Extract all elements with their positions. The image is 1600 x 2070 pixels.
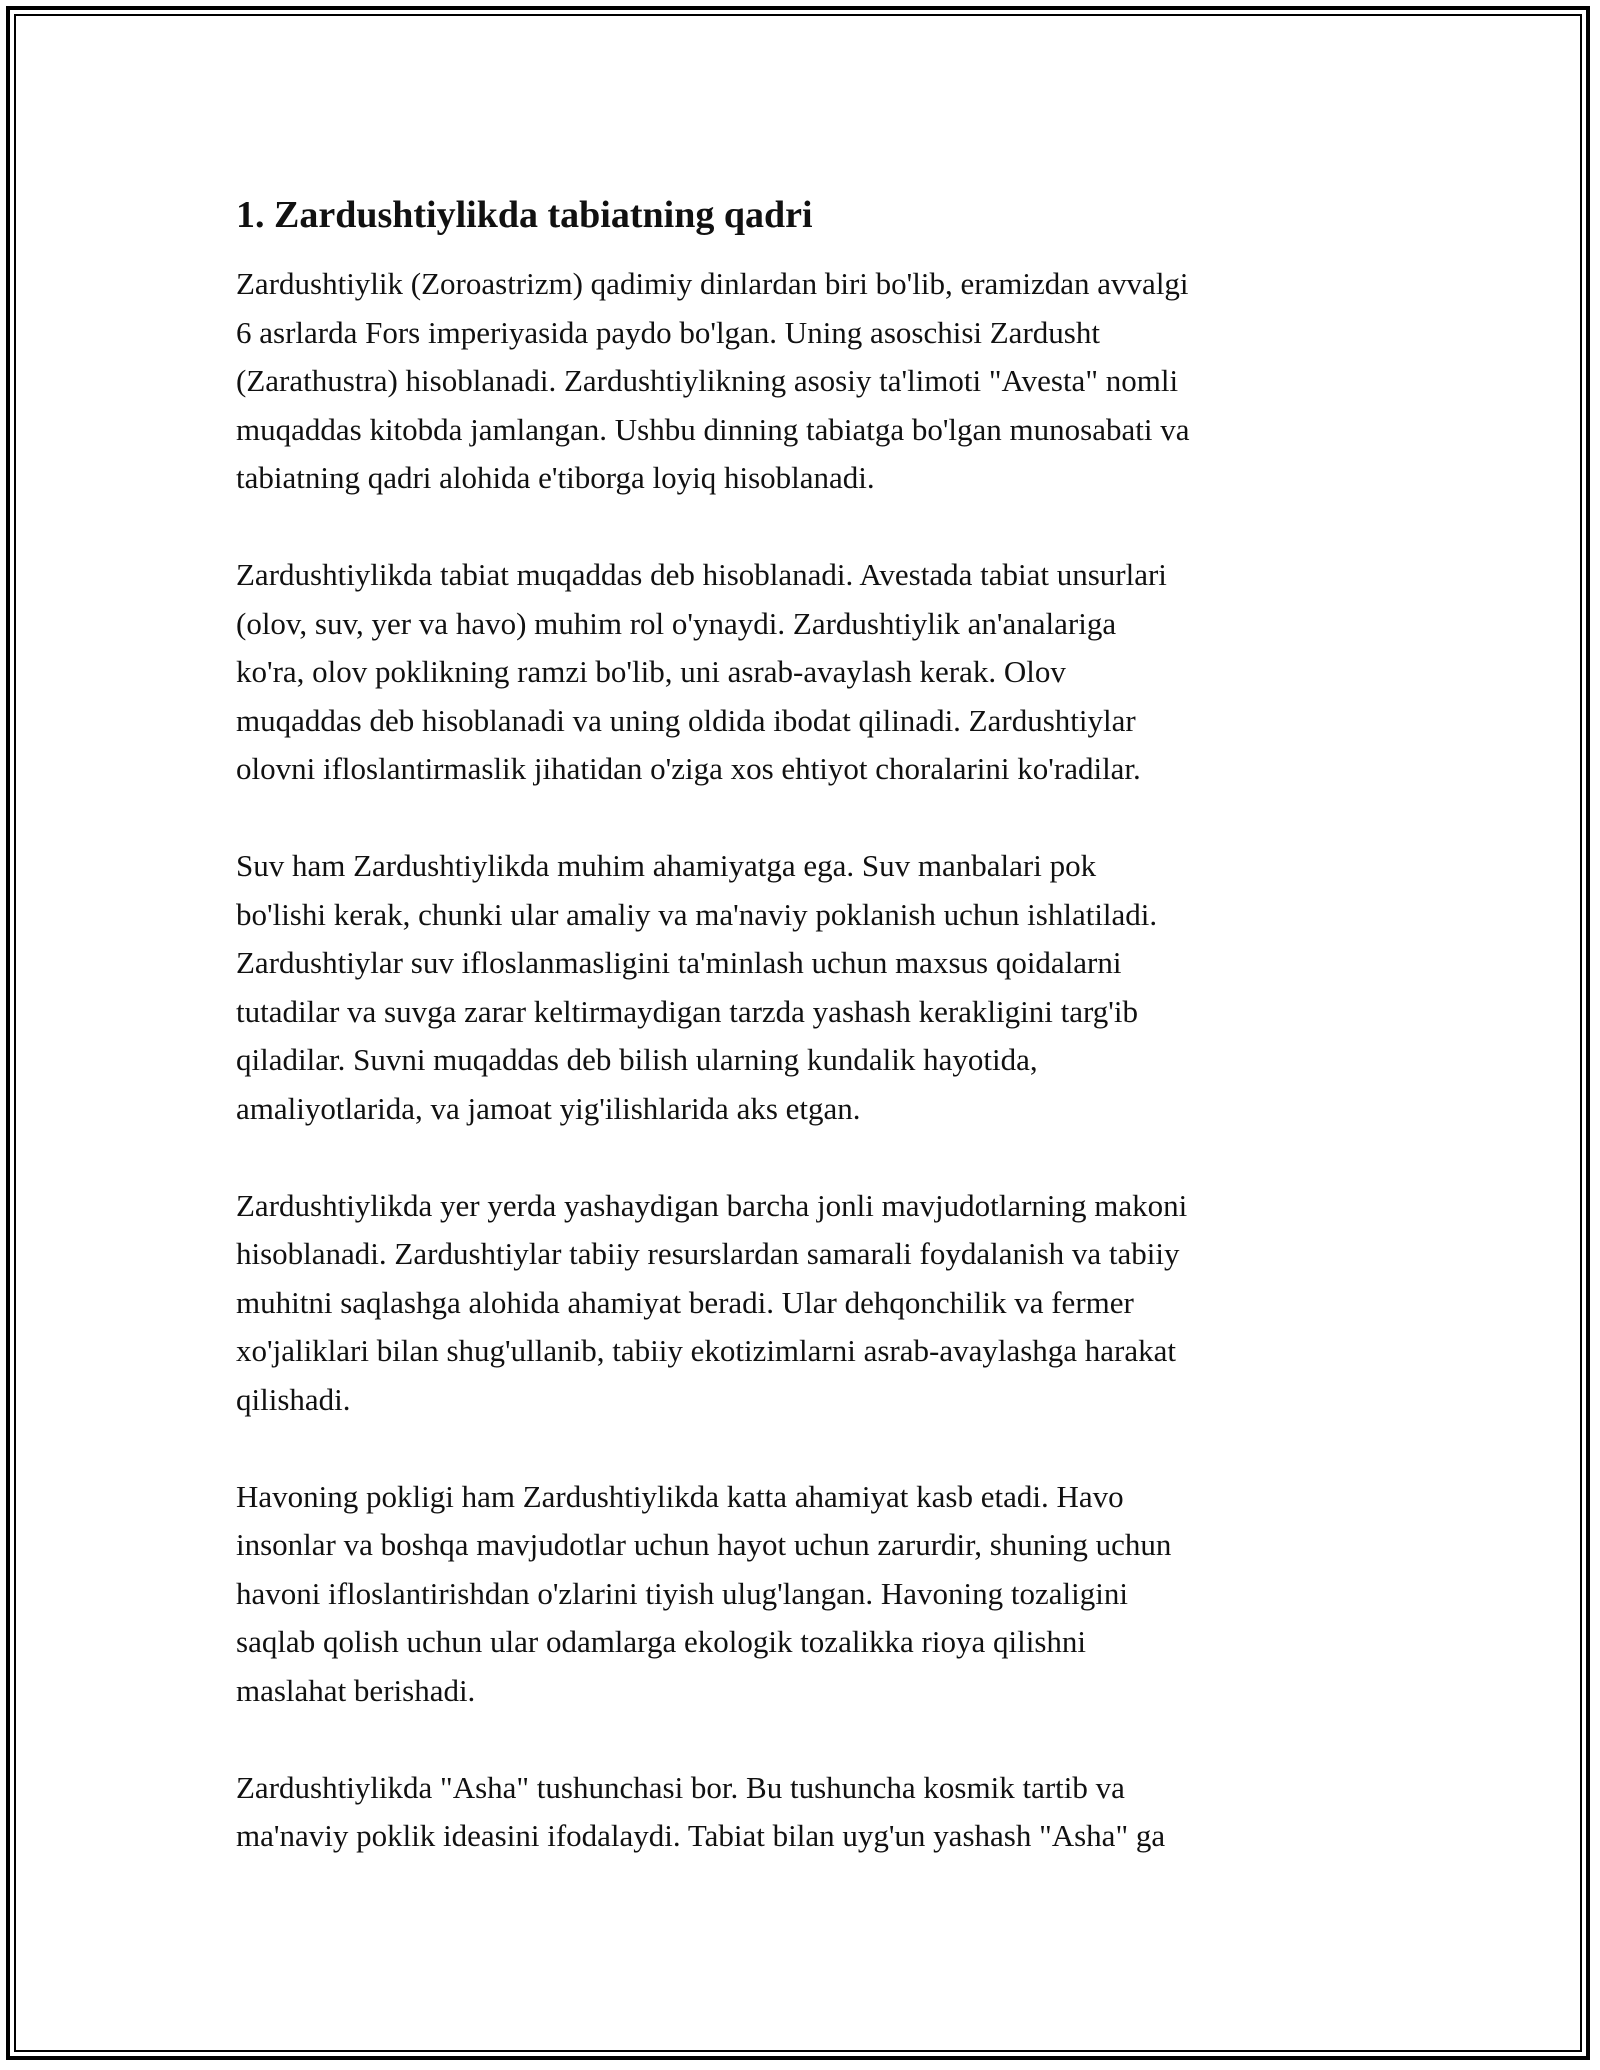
paragraph-air <box>236 1473 1376 1716</box>
paragraph-line: Zardushtiylikda yer yerda yashaydigan barcha jonli mavjudotlarning makoni <box>236 1187 1188 1223</box>
paragraph-line: 6 asrlarda Fors imperiyasida paydo bo'lgan. Uning asoschisi Zardusht <box>236 314 1100 350</box>
paragraph-line: amaliyotlarida, va jamoat yig'ilishlarida aks etgan. <box>236 1090 861 1126</box>
paragraph-line: Zardushtiylikda tabiat muqaddas deb hisoblanadi. Avestada tabiat unsurlari <box>236 557 1167 592</box>
paragraph-line: bo'lishi kerak, chunki ular amaliy va ma'naviy poklanish uchun ishlatiladi. <box>236 896 1158 932</box>
paragraph-line: havoni ifloslantirishdan o'zlarini tiyish ulug'langan. Havoning tozaligini <box>236 1575 1128 1611</box>
paragraph-line: ko'ra, olov poklikning ramzi bo'lib, uni asrab-avaylash kerak. Olov <box>236 654 1066 689</box>
paragraph-line: qilishadi. <box>236 1381 351 1417</box>
paragraph-line: qiladilar. Suvni muqaddas deb bilish ularning kundalik hayotida, <box>236 1042 1038 1077</box>
paragraph-line: (olov, suv, yer va havo) muhim rol o'ynaydi. Zardushtiylik an'analariga <box>236 605 1117 641</box>
paragraph-line: insonlar va boshqa mavjudotlar uchun hayot uchun zarurdir, shuning uchun <box>236 1527 1172 1562</box>
paragraph-line: Zardushtiylikda "Asha" tushunchasi bor. Bu tushuncha kosmik tartib va <box>236 1769 1125 1805</box>
paragraph-line: saqlab qolish uchun ular odamlarga ekologik tozalikka rioya qilishni <box>236 1624 1087 1659</box>
paragraph-line: tabiatning qadri alohida e'tiborga loyiq hisoblanadi. <box>236 460 875 495</box>
paragraph-line: muqaddas deb hisoblanadi va uning oldida ibodat qilinadi. Zardushtiylar <box>236 702 1136 738</box>
paragraph-line: ma'naviy poklik ideasini ifodalaydi. Tabiat bilan uyg'un yashash "Asha" ga <box>236 1818 1166 1853</box>
paragraph-line: tutadilar va suvga zarar keltirmaydigan tarzda yashash kerakligini targ'ib <box>236 993 1138 1029</box>
paragraph-line: xo'jaliklari bilan shug'ullanib, tabiiy ekotizimlarni asrab-avaylashga harakat <box>236 1333 1177 1368</box>
paragraph-water <box>236 842 1376 1133</box>
paragraph-earth <box>236 1182 1376 1425</box>
paragraph-line: maslahat berishadi. <box>236 1672 476 1708</box>
paragraph-line: hisoblanadi. Zardushtiylar tabiiy resurslardan samarali foydalanish va tabiiy <box>236 1236 1180 1271</box>
paragraph-line: (Zarathustra) hisoblanadi. Zardushtiylikning asosiy ta'limoti "Avesta" nomli <box>236 363 1179 398</box>
paragraph-line: Suv ham Zardushtiylikda muhim ahamiyatga ega. Suv manbalari pok <box>236 848 1097 883</box>
paragraph-line: muqaddas kitobda jamlangan. Ushbu dinning tabiatga bo'lgan munosabati va <box>236 411 1190 447</box>
paragraph-fire <box>236 551 1376 794</box>
paragraph-intro <box>236 260 1376 503</box>
paragraph-line: olovni ifloslantirmaslik jihatidan o'ziga xos ehtiyot choralarini ko'radilar. <box>236 751 1141 786</box>
paragraph-line: muhitni saqlashga alohida ahamiyat beradi. Ular dehqonchilik va fermer <box>236 1284 1134 1320</box>
document-body <box>236 190 1376 1909</box>
paragraph-line: Zardushtiylik (Zoroastrizm) qadimiy dinlardan biri bo'lib, eramizdan avvalgi <box>236 266 1189 301</box>
paragraph-line: Zardushtiylar suv ifloslanmasligini ta'minlash uchun maxsus qoidalarni <box>236 945 1122 980</box>
paragraph-asha <box>236 1764 1376 1861</box>
page-title: 1. Zardushtiylikda tabiatning qadri <box>236 194 813 236</box>
paragraph-line: Havoning pokligi ham Zardushtiylikda katta ahamiyat kasb etadi. Havo <box>236 1478 1124 1514</box>
